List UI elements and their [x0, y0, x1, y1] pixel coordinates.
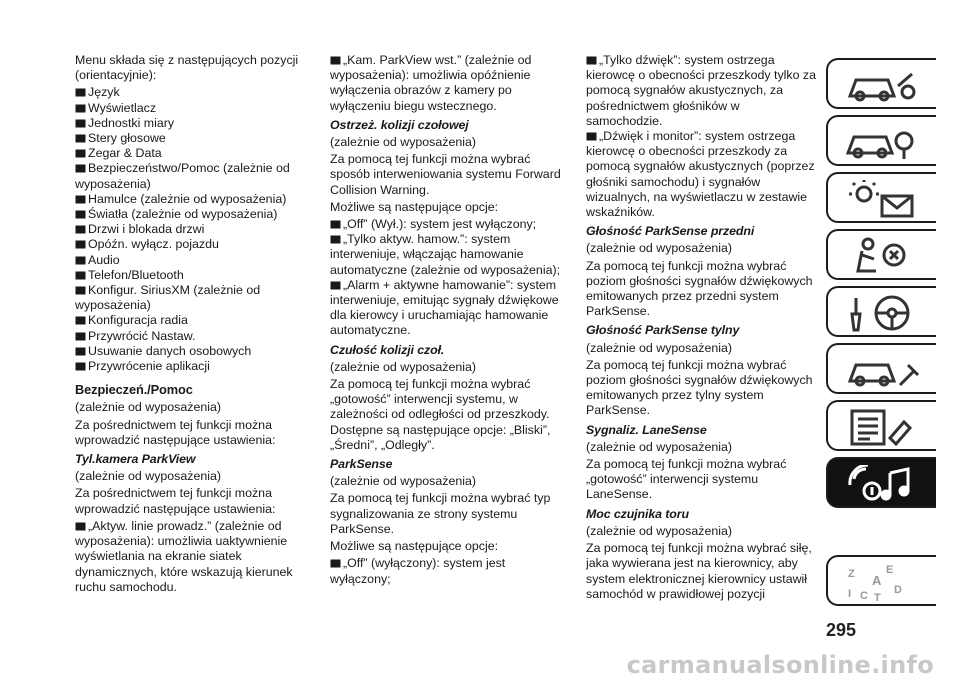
list-item: Przywrócić Nastaw.	[75, 329, 307, 344]
list-item: Hamulce (zależnie od wyposażenia)	[75, 192, 307, 207]
bullet-icon	[330, 220, 341, 229]
tab-steering-wheel-tools[interactable]	[826, 286, 936, 337]
paragraph: Za pośrednictwem tej funkcji można wprowadzić następujące ustawienia:	[75, 417, 276, 447]
list-item: Bezpieczeństwo/Pomoc (zależnie od wyposażenia)	[75, 161, 290, 191]
list-item: „Alarm + aktywne hamowanie”: system interweniuje, emitując sygnały dźwiękowe dla kierowcy i uruchamiając hamowanie automatyczne.	[330, 277, 559, 338]
sub-heading: Tyl.kamera ParkView	[75, 452, 196, 467]
steering-wheel-tools-icon	[842, 294, 922, 332]
list-item: „Tylko aktyw. hamow.”: system interweniuje, włączając hamowanie automatyczne (zależnie od wyposażenia);	[330, 232, 561, 277]
list-item: Konfigur. SiriusXM (zależnie od wyposażenia)	[75, 283, 261, 313]
svg-text:I: I	[848, 588, 852, 600]
list-item: „Tylko dźwięk”: system ostrzega kierowcę o obecności przeszkody tylko za pomocą sygnałów akustycznych, za pośrednictwem głośników w samochodzie.	[586, 53, 817, 128]
list-item: Wyświetlacz	[75, 101, 307, 116]
bullet-icon	[75, 210, 86, 219]
list-item: Światła (zależnie od wyposażenia)	[75, 207, 307, 222]
column-2	[330, 53, 562, 587]
bullet-icon	[75, 362, 86, 371]
alphabet-index-icon	[842, 563, 922, 601]
paragraph: Za pomocą tej funkcji można wybrać poziom głośności sygnałów dźwiękowych emitowanych przez tylny system ParkSense.	[586, 357, 813, 418]
list-item: „Off” (wyłączony): system jest wyłączony;	[330, 556, 506, 586]
tab-car-service[interactable]	[826, 343, 936, 394]
bullet-icon	[75, 164, 86, 173]
bullet-icon	[75, 88, 86, 97]
car-key-icon	[842, 123, 922, 161]
tab-warning-lights[interactable]	[826, 172, 936, 223]
paragraph: Za pomocą tej funkcji można wybrać poziom głośności sygnałów dźwiękowych emitowanych przez przedni system ParkSense.	[586, 258, 813, 319]
sub-heading: Głośność ParkSense przedni	[586, 224, 755, 239]
section-heading: Bezpieczeń./Pomoc	[75, 382, 193, 398]
paragraph: (zależnie od wyposażenia)	[75, 400, 222, 415]
tab-document-list[interactable]	[826, 400, 936, 451]
tab-alphabet-index[interactable]	[826, 555, 936, 606]
bullet-icon	[330, 559, 341, 568]
bullet-icon	[75, 332, 86, 341]
sub-heading: Głośność ParkSense tylny	[586, 323, 740, 338]
list-item: Usuwanie danych osobowych	[75, 344, 307, 359]
list-item: Stery głosowe	[75, 131, 307, 146]
sub-heading: Czułość kolizji czoł.	[330, 342, 445, 357]
paragraph: (zależnie od wyposażenia)	[330, 135, 477, 150]
list-item: Konfiguracja radia	[75, 313, 307, 328]
bullet-icon	[75, 286, 86, 295]
bullet-icon	[75, 347, 86, 356]
bullet-icon	[75, 271, 86, 280]
svg-text:E: E	[886, 564, 894, 576]
watermark-footer: carmanualsonline.info	[626, 651, 934, 679]
bullet-icon	[75, 522, 86, 531]
car-dashboard-icon	[842, 66, 922, 104]
list-item: Telefon/Bluetooth	[75, 268, 307, 283]
bullet-icon	[75, 256, 86, 265]
paragraph: Za pomocą tej funkcji można wybrać siłę, jaka wywierana jest na kierownicy, aby system elektronicznej kierownicy ustawił samochód w prawidłowej pozycji	[586, 541, 812, 601]
list-item: Drzwi i blokada drzwi	[75, 222, 307, 237]
bullet-icon	[75, 149, 86, 158]
list-item: „Off” (Wył.): system jest wyłączony;	[330, 217, 562, 232]
list-item: Jednostki miary	[75, 116, 307, 131]
paragraph: Za pomocą tej funkcji można wybrać „gotowość” interwencji systemu, w zależności od odległości od przeszkody. Dostępne są następujące opcje: „Bliski”, „Średni”, „Odległy”.	[330, 377, 551, 452]
options-list	[330, 217, 562, 339]
paragraph: Za pośrednictwem tej funkcji można wprowadzić następujące ustawienia:	[75, 486, 276, 516]
paragraph: (zależnie od wyposażenia)	[586, 340, 733, 355]
tab-airbag-seat[interactable]	[826, 229, 936, 280]
bullet-icon	[75, 104, 86, 113]
airbag-seat-icon	[842, 237, 922, 275]
bullet-icon	[75, 240, 86, 249]
document-list-icon	[842, 408, 922, 446]
svg-text:A: A	[872, 573, 882, 588]
list-item: Audio	[75, 253, 307, 268]
bullet-icon	[330, 281, 341, 290]
svg-text:D: D	[894, 584, 902, 596]
bullet-icon	[75, 134, 86, 143]
bullet-icon	[330, 56, 341, 65]
sub-heading: Moc czujnika toru	[586, 506, 689, 521]
bullet-icon	[75, 316, 86, 325]
paragraph: (zależnie od wyposażenia)	[586, 241, 733, 256]
list-item: Język	[75, 85, 307, 100]
tab-multimedia[interactable]	[826, 457, 936, 508]
paragraph: Za pomocą tej funkcji można wybrać sposób interweniowania systemu Forward Collision Warning.	[330, 152, 561, 197]
paragraph: (zależnie od wyposażenia)	[330, 359, 477, 374]
paragraph: (zależnie od wyposażenia)	[586, 439, 733, 454]
list-item: „Aktyw. linie prowadz.” (zależnie od wyposażenia): umożliwia uaktywnienie wyświetlania na ekranie siatek dynamicznych, które wskazują kierunek ruchu samochodu.	[75, 518, 293, 594]
column-1	[75, 53, 307, 595]
sub-heading: ParkSense	[330, 457, 393, 472]
tab-car-dashboard[interactable]	[826, 58, 936, 109]
warning-lights-icon	[842, 180, 922, 218]
list-item: Przywrócenie aplikacji	[75, 359, 307, 374]
paragraph: (zależnie od wyposażenia)	[330, 474, 477, 489]
tab-car-key[interactable]	[826, 115, 936, 166]
svg-text:T: T	[874, 592, 881, 601]
list-item: Opóźn. wyłącz. pojazdu	[75, 237, 307, 252]
list-item: „Kam. ParkView wst.” (zależnie od wyposażenia): umożliwia opóźnienie wyłączenia obrazów z kamery po wyłączeniu biegu wstecznego.	[330, 53, 532, 113]
column-3	[586, 53, 818, 604]
page-number: 295	[826, 620, 857, 640]
paragraph: Możliwe są następujące opcje:	[330, 539, 499, 554]
menu-items-list	[75, 85, 307, 374]
sub-heading: Sygnaliz. LaneSense	[586, 422, 707, 437]
paragraph: Za pomocą tej funkcji można wybrać typ sygnalizowania ze strony systemu ParkSense.	[330, 491, 551, 536]
sub-heading: Ostrzeż. kolizji czołowej	[330, 117, 469, 132]
list-item: Zegar & Data	[75, 146, 307, 161]
paragraph: Za pomocą tej funkcji można wybrać „gotowość” interwencji systemu LaneSense.	[586, 457, 787, 502]
bullet-icon	[330, 235, 341, 244]
paragraph: (zależnie od wyposażenia)	[586, 523, 733, 538]
svg-text:Z: Z	[848, 568, 855, 580]
car-service-icon	[842, 351, 922, 389]
bullet-icon	[75, 195, 86, 204]
paragraph: (zależnie od wyposażenia)	[75, 469, 222, 484]
bullet-icon	[75, 225, 86, 234]
bullet-icon	[586, 56, 597, 65]
intro-text: Menu składa się z następujących pozycji (orientacyjnie):	[75, 53, 299, 83]
paragraph: Możliwe są następujące opcje:	[330, 199, 499, 214]
svg-text:C: C	[860, 590, 868, 601]
bullet-icon	[586, 132, 597, 141]
multimedia-music-icon	[842, 465, 922, 503]
list-item: „Dźwięk i monitor”: system ostrzega kierowcę o obecności przeszkody za pomocą sygnałów akustycznych (poprzez głośniki samochodu) i sygnałów wizualnych, na wyświetlaczu w zestawie wskaźników.	[586, 129, 815, 220]
bullet-icon	[75, 119, 86, 128]
